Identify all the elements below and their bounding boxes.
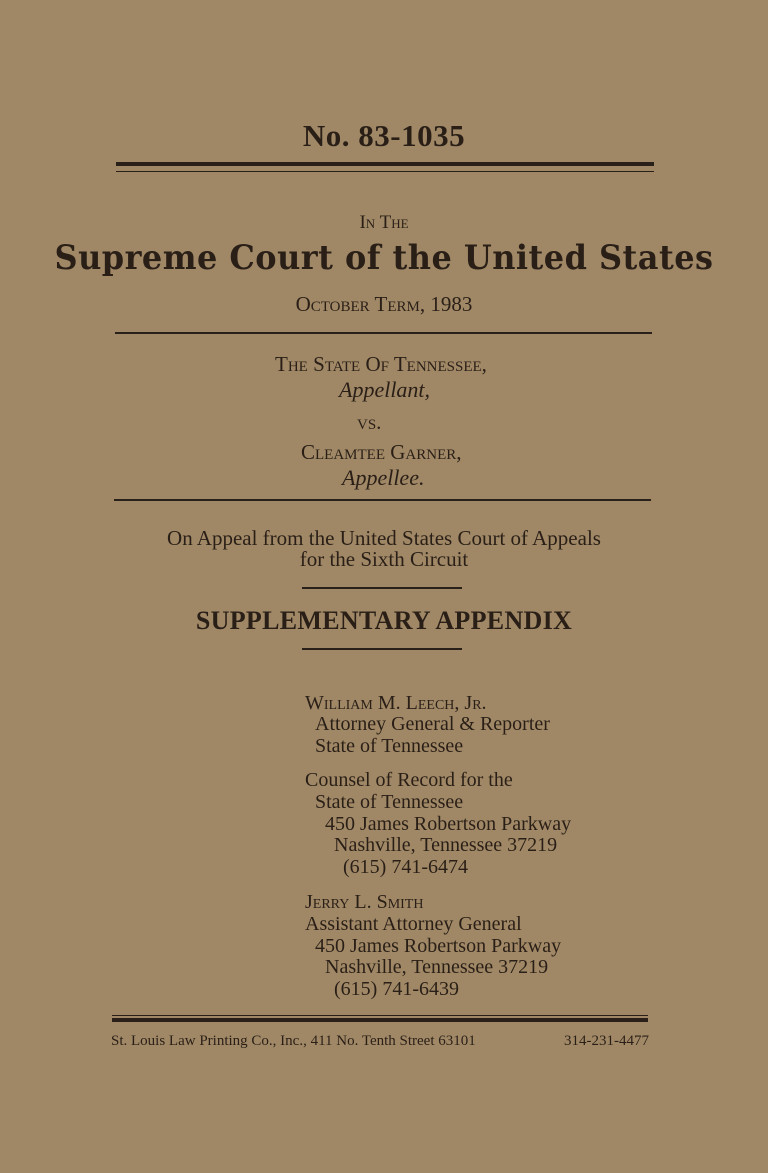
counsel-phone-2: (615) 741-6439 xyxy=(334,978,459,1000)
appeal-line-2: for the Sixth Circuit xyxy=(299,547,469,571)
court-term: October Term, 1983 xyxy=(295,292,473,316)
counsel-title-leech: Attorney General & Reporter xyxy=(315,713,550,735)
counsel-of-record-line1: Counsel of Record for the xyxy=(305,769,513,791)
versus: vs. xyxy=(357,410,382,434)
divider-rule-2 xyxy=(114,499,651,501)
top-thin-rule xyxy=(116,171,654,172)
appeal-line-1: On Appeal from the United States Court of Appeals xyxy=(167,526,601,550)
counsel-city-2: Nashville, Tennessee 37219 xyxy=(325,956,549,978)
appellant-role: Appellant, xyxy=(339,377,431,402)
court-name: Supreme Court of the United States xyxy=(54,238,714,278)
title-rule-bottom xyxy=(302,648,462,650)
top-thick-rule xyxy=(116,162,654,166)
counsel-title-smith: Assistant Attorney General xyxy=(305,913,522,935)
counsel-address-2: 450 James Robertson Parkway xyxy=(315,935,562,957)
counsel-office-leech: State of Tennessee xyxy=(315,735,464,757)
title-rule-top xyxy=(302,587,462,589)
printer-info: St. Louis Law Printing Co., Inc., 411 No. Tenth Street 63101 xyxy=(111,1033,476,1049)
counsel-phone-1: (615) 741-6474 xyxy=(343,856,468,878)
counsel-name-smith: Jerry L. Smith xyxy=(305,891,424,913)
document-title: SUPPLEMENTARY APPENDIX xyxy=(195,606,573,635)
appellee-name: Cleamtee Garner, xyxy=(301,440,462,464)
counsel-name-leech: William M. Leech, Jr. xyxy=(305,692,487,714)
printer-phone: 314-231-4477 xyxy=(564,1033,649,1049)
footer-thick-rule xyxy=(112,1018,648,1022)
divider-rule-1 xyxy=(115,332,652,334)
counsel-address-1: 450 James Robertson Parkway xyxy=(325,813,572,835)
footer-thin-rule xyxy=(112,1015,648,1016)
appellee-role: Appellee. xyxy=(342,465,425,490)
docket-number: No. 83-1035 xyxy=(302,118,466,153)
court-intro: In The xyxy=(359,212,409,233)
counsel-of-record-line2: State of Tennessee xyxy=(315,791,464,813)
appellant-name: The State Of Tennessee, xyxy=(275,352,487,376)
counsel-city-1: Nashville, Tennessee 37219 xyxy=(334,834,558,856)
